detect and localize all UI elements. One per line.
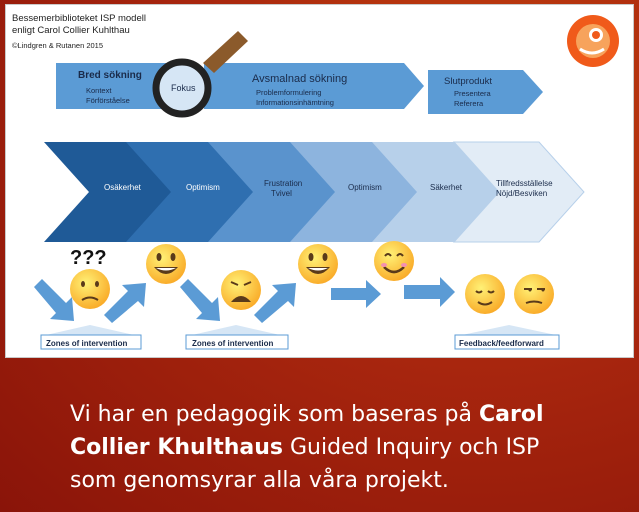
arrow-down-right-1 xyxy=(34,279,74,321)
top-arrow-item-2a: Problemformulering xyxy=(256,88,322,97)
zone-pointer-3 xyxy=(462,325,556,335)
logo-icon xyxy=(567,15,619,67)
zone-label-3: Feedback/feedforward xyxy=(459,339,544,348)
caption-bold: Carol Collier Khulthaus xyxy=(70,402,544,460)
arrow-down-right-2 xyxy=(180,279,220,321)
zone-label-1: Zones of intervention xyxy=(46,339,128,348)
chevron-label-6a: Tillfredsställelse xyxy=(496,179,553,188)
isp-model-diagram xyxy=(6,5,633,357)
lens-label: Fokus xyxy=(171,83,196,93)
top-arrow-item-1a: Kontext xyxy=(86,86,112,95)
slide-panel xyxy=(5,4,634,358)
relieved-face-icon xyxy=(465,274,505,314)
unamused-face-icon xyxy=(514,274,554,314)
top-arrow-item-2b: Informationsinhämtning xyxy=(256,98,334,107)
grinning-face-icon-2 xyxy=(298,244,338,284)
top-arrow-item-3a: Presentera xyxy=(454,89,491,98)
top-arrow-item-1b: Förförståelse xyxy=(86,96,130,105)
chevron-label-3a: Frustration xyxy=(264,179,303,188)
arrow-up-right-1 xyxy=(104,283,146,323)
header-title-line2: enligt Carol Collier Kuhlthau xyxy=(12,25,130,36)
confused-face-icon xyxy=(70,269,110,309)
zone-label-2: Zones of intervention xyxy=(192,339,274,348)
chevron-label-4: Optimism xyxy=(348,183,382,192)
caption-part1: Vi har en pedagogik som baseras på xyxy=(70,402,479,427)
chevron-label-3b: Tvivel xyxy=(271,189,292,198)
top-arrow-item-3b: Referera xyxy=(454,99,484,108)
top-arrow-title-2: Avsmalnad sökning xyxy=(252,73,348,85)
header-credit: ©Lindgren & Rutanen 2015 xyxy=(12,41,104,50)
top-arrow-title-3: Slutprodukt xyxy=(444,76,493,87)
caption-text xyxy=(70,398,590,497)
zone-pointer-2 xyxy=(192,325,280,335)
question-marks: ??? xyxy=(70,247,107,269)
chevron-label-2: Optimism xyxy=(186,183,220,192)
zone-pointer-1 xyxy=(46,325,134,335)
weary-face-icon xyxy=(221,270,261,310)
arrow-right-1 xyxy=(331,280,381,308)
chevron-label-6b: Nöjd/Besviken xyxy=(496,189,548,198)
chevron-label-1: Osäkerhet xyxy=(104,183,141,192)
top-arrow-title-1: Bred sökning xyxy=(78,70,142,81)
chevron-label-5: Säkerhet xyxy=(430,183,463,192)
smiling-face-icon xyxy=(374,241,414,281)
arrow-right-2 xyxy=(404,277,455,307)
grinning-face-icon-1 xyxy=(146,244,186,284)
header-title-line1: Bessemerbiblioteket ISP modell xyxy=(12,13,146,24)
caption-part2: Guided Inquiry och ISP som genomsyrar alla våra projekt. xyxy=(70,435,540,493)
